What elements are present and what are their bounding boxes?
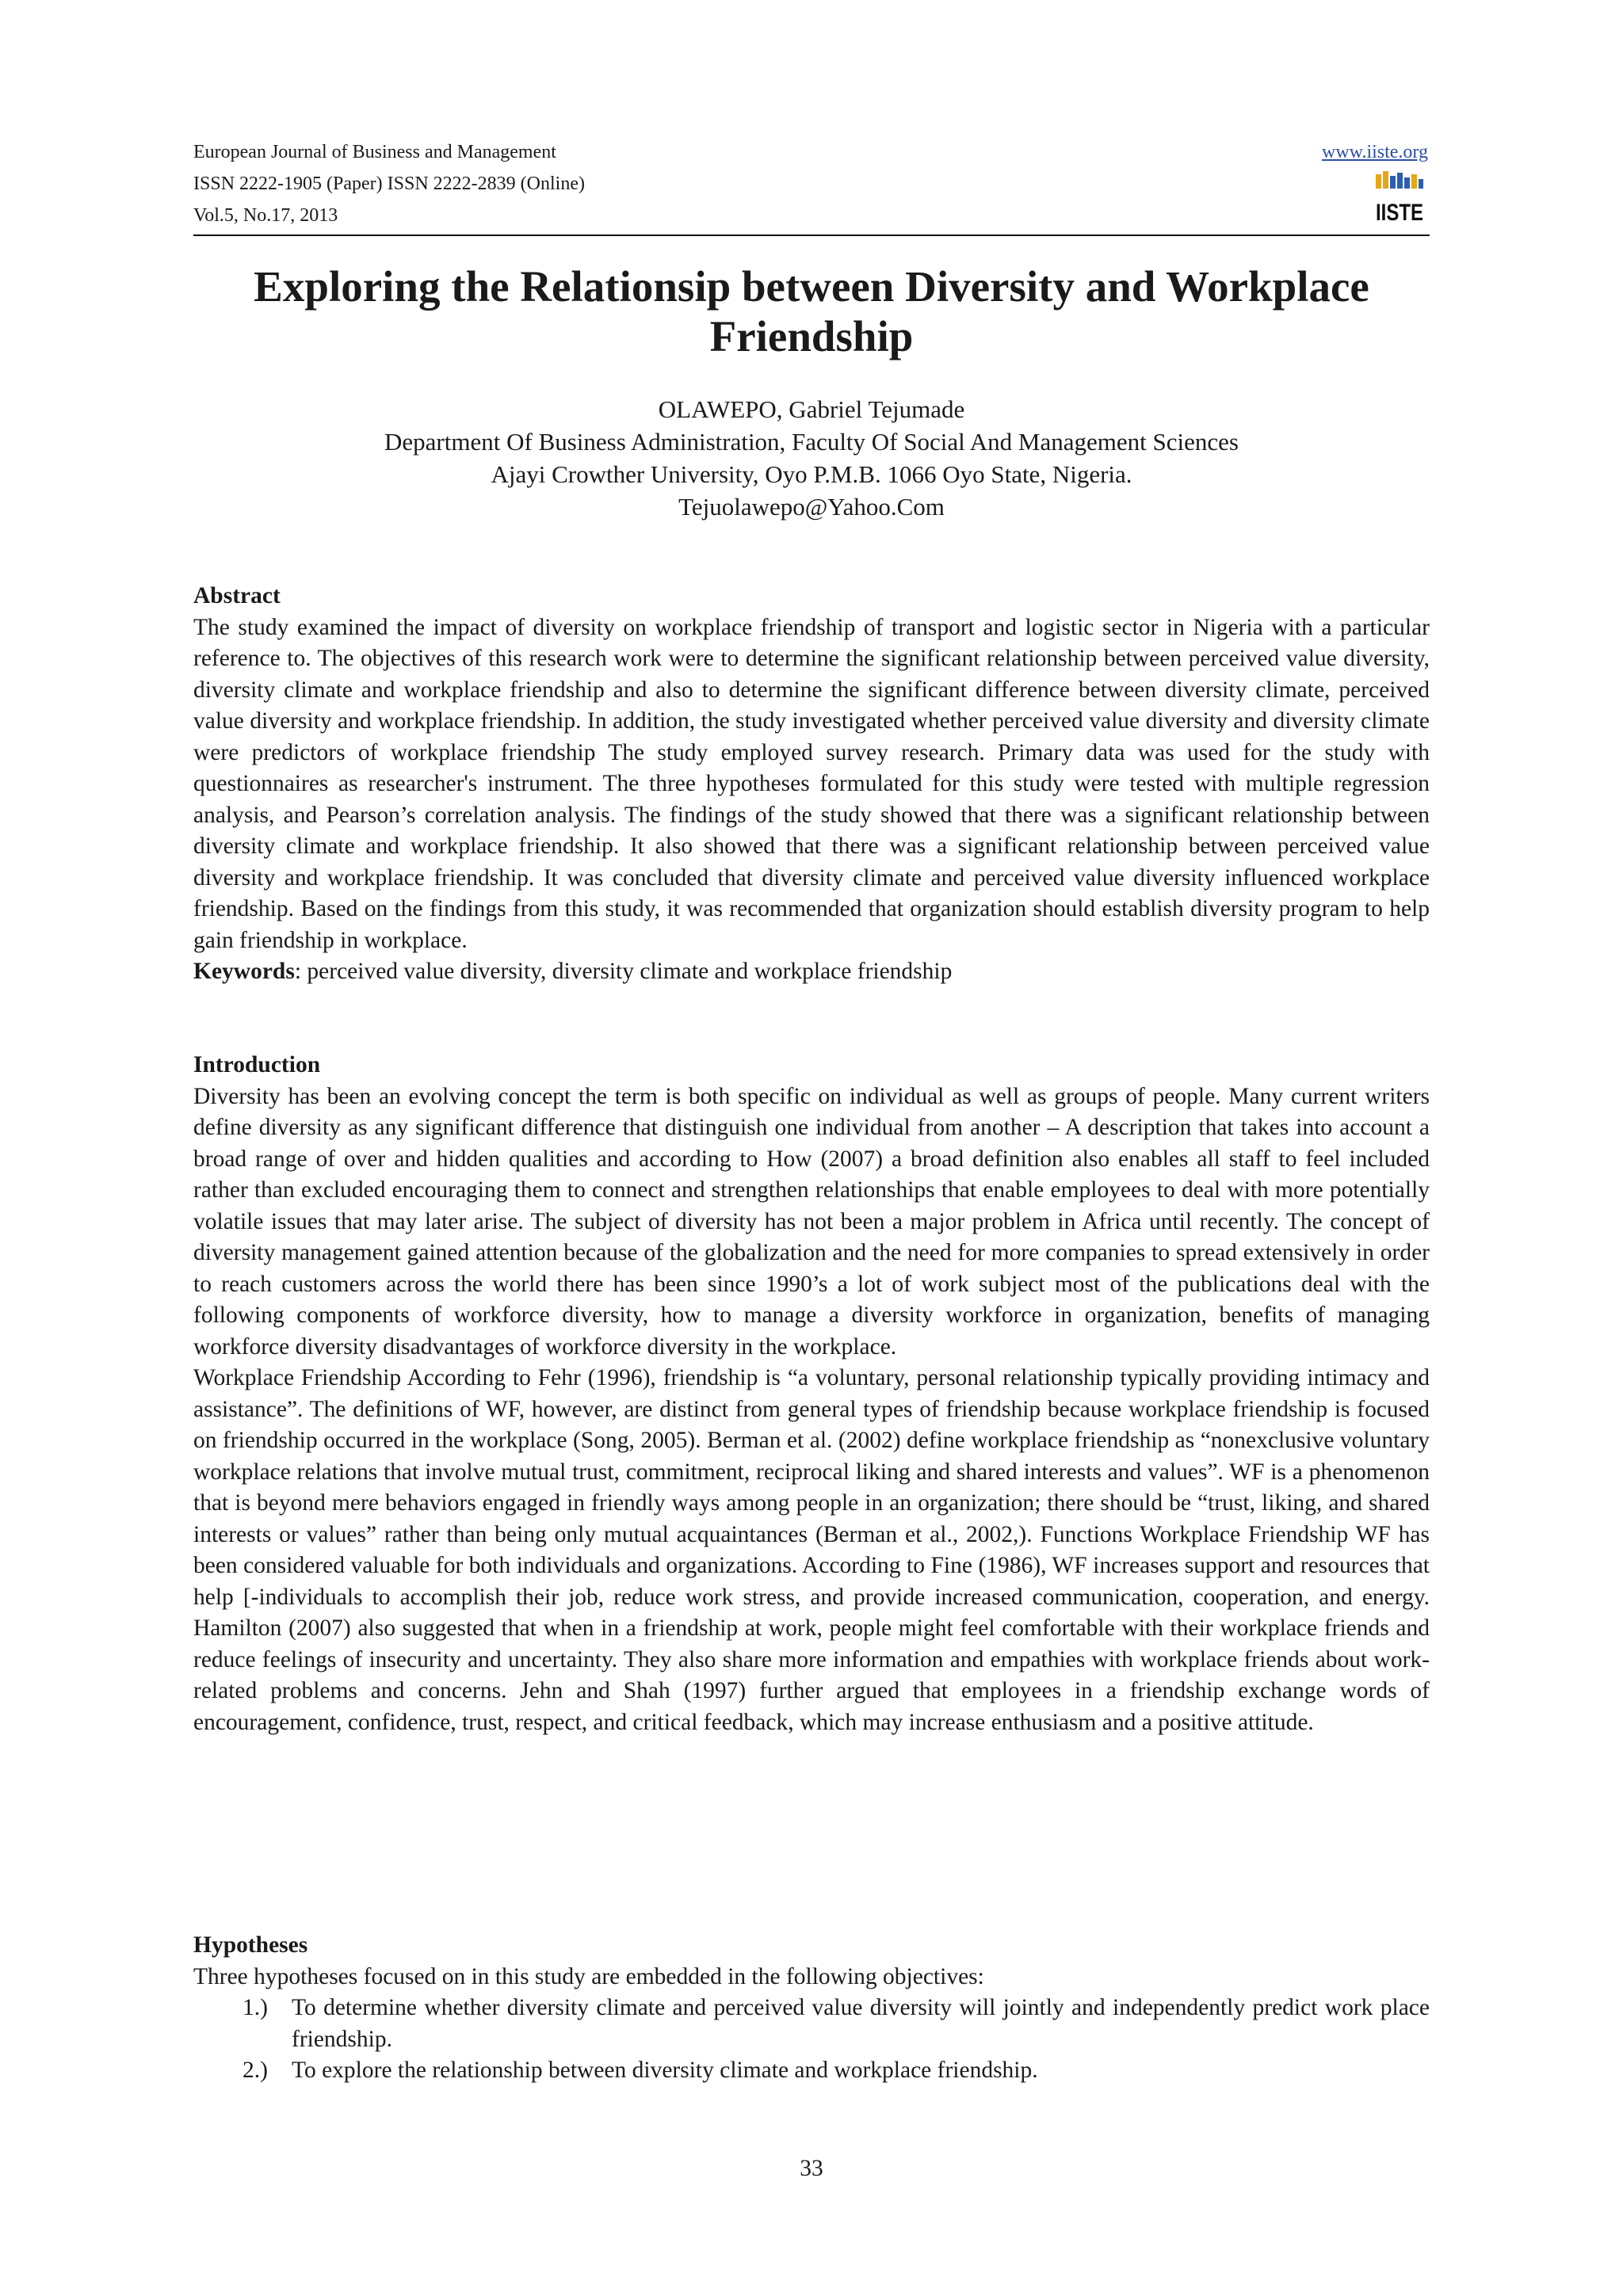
author-department: Department Of Business Administration, Faculty Of Social And Management Sciences	[384, 428, 1239, 456]
keywords-label: Keywords	[193, 959, 295, 984]
list-item	[193, 1993, 1430, 2055]
author-address: Ajayi Crowther University, Oyo P.M.B. 1066 Oyo State, Nigeria.	[491, 460, 1132, 488]
header-divider	[193, 235, 1430, 236]
list-item-number: 1.)	[242, 1995, 268, 2020]
hypotheses-intro: Three hypotheses focused on in this study are embedded in the following objectives:	[193, 1963, 984, 1989]
introduction-section	[193, 1050, 1430, 1738]
list-item-text: To explore the relationship between diversity climate and workplace friendship.	[292, 2058, 1038, 2083]
list-item	[193, 2055, 1430, 2087]
page-number: 33	[800, 2156, 823, 2181]
abstract-heading: Abstract	[193, 583, 281, 608]
paper-title	[193, 261, 1430, 361]
introduction-paragraph: Diversity has been an evolving concept the term is both specific on individual as well as groups of people. Many current writers define diversity as any significant difference that distinguish one individual from another – A description that takes into account a broad range of over and hidden qualities and according to How (2007) a broad definition also enables all staff to feel included rather than excluded encouraging them to connect and strengthen relationships that enable employees to deal with more potentially volatile issues that may later arise. The subject of diversity has not been a major problem in Africa until recently. The concept of diversity management gained attention because of the globalization and the need for more companies to spread extensively in order to reach customers across the world there has been since 1990’s a lot of work subject most of the publications deal with the following components of workforce diversity, how to manage a diversity workforce in organization, benefits of managing workforce diversity disadvantages of workforce diversity in the workplace.	[193, 1083, 1430, 1360]
author-name: OLAWEPO, Gabriel Tejumade	[658, 395, 965, 423]
author-email: Tejuolawepo@Yahoo.Com	[678, 493, 945, 521]
abstract-section	[193, 581, 1430, 988]
iiste-logo-text: IISTE	[1376, 200, 1423, 226]
journal-header	[193, 136, 585, 231]
workplace-friendship-paragraph: Workplace Friendship According to Fehr (1996), friendship is “a voluntary, personal relationship typically providing intimacy and assistance”. The definitions of WF, however, are distinct from general types of friendship because workplace friendship is focused on friendship occurred in the workplace (Song, 2005). Berman et al. (2002) define workplace friendship as “nonexclusive voluntary workplace relations that involve mutual trust, commitment, reciprocal liking and shared interests and values”. WF is a phenomenon that is beyond mere behaviors engaged in friendly ways among people in an organization; there should be “trust, liking, and shared interests or values” rather than being only mutual acquaintances (Berman et al., 2002,). Functions Workplace Friendship WF has been considered valuable for both individuals and organizations. According to Fine (1986), WF increases support and resources that help [-individuals to accomplish their job, reduce work stress, and provide increased communication, cooperation, and energy. Hamilton (2007) also suggested that when in a friendship at work, people might feel comfortable with their workplace friends and reduce feelings of insecurity and uncertainty. They also share more information and empathies with workplace friends about work-related problems and concerns. Jehn and Shah (1997) further argued that employees in a friendship exchange words of encouragement, confidence, trust, respect, and critical feedback, which may increase enthusiasm and a positive attitude.	[193, 1365, 1430, 1735]
hypotheses-section	[193, 1930, 1430, 2087]
author-block	[193, 393, 1430, 523]
keywords-line	[193, 956, 1430, 988]
iiste-logo	[1374, 170, 1425, 225]
journal-volume: Vol.5, No.17, 2013	[193, 205, 338, 226]
introduction-heading: Introduction	[193, 1052, 321, 1077]
objectives-list	[193, 1993, 1430, 2087]
hypotheses-heading: Hypotheses	[193, 1932, 308, 1958]
paper-title-line1: Exploring the Relationsip between Diversity and Workplace	[254, 262, 1369, 311]
list-item-text: To determine whether diversity climate and perceived value diversity will jointly and independently predict work place friendship.	[292, 1995, 1430, 2052]
journal-issn: ISSN 2222-1905 (Paper) ISSN 2222-2839 (Online)	[193, 174, 585, 194]
journal-url-link[interactable]: www.iiste.org	[1322, 142, 1428, 162]
list-item-number: 2.)	[242, 2058, 268, 2083]
journal-name: European Journal of Business and Management	[193, 142, 556, 162]
keywords-text: : perceived value diversity, diversity climate and workplace friendship	[294, 959, 953, 984]
abstract-text: The study examined the impact of diversity on workplace friendship of transport and logistic sector in Nigeria with a particular reference to. The objectives of this research work were to determine the significant relationship between perceived value diversity, diversity climate and workplace friendship and also to determine the significant difference between diversity climate, perceived value diversity and workplace friendship. In addition, the study investigated whether perceived value diversity and diversity climate were predictors of workplace friendship The study employed survey research. Primary data was used for the study with questionnaires as researcher's instrument. The three hypotheses formulated for this study were tested with multiple regression analysis, and Pearson’s correlation analysis. The findings of the study showed that there was a significant relationship between diversity climate and workplace friendship. It also showed that there was a significant relationship between perceived value diversity and workplace friendship. It was concluded that diversity climate and perceived value diversity influenced workplace friendship. Based on the findings from this study, it was recommended that organization should establish diversity program to help gain friendship in workplace.	[193, 614, 1430, 953]
paper-title-line2: Friendship	[709, 312, 914, 360]
